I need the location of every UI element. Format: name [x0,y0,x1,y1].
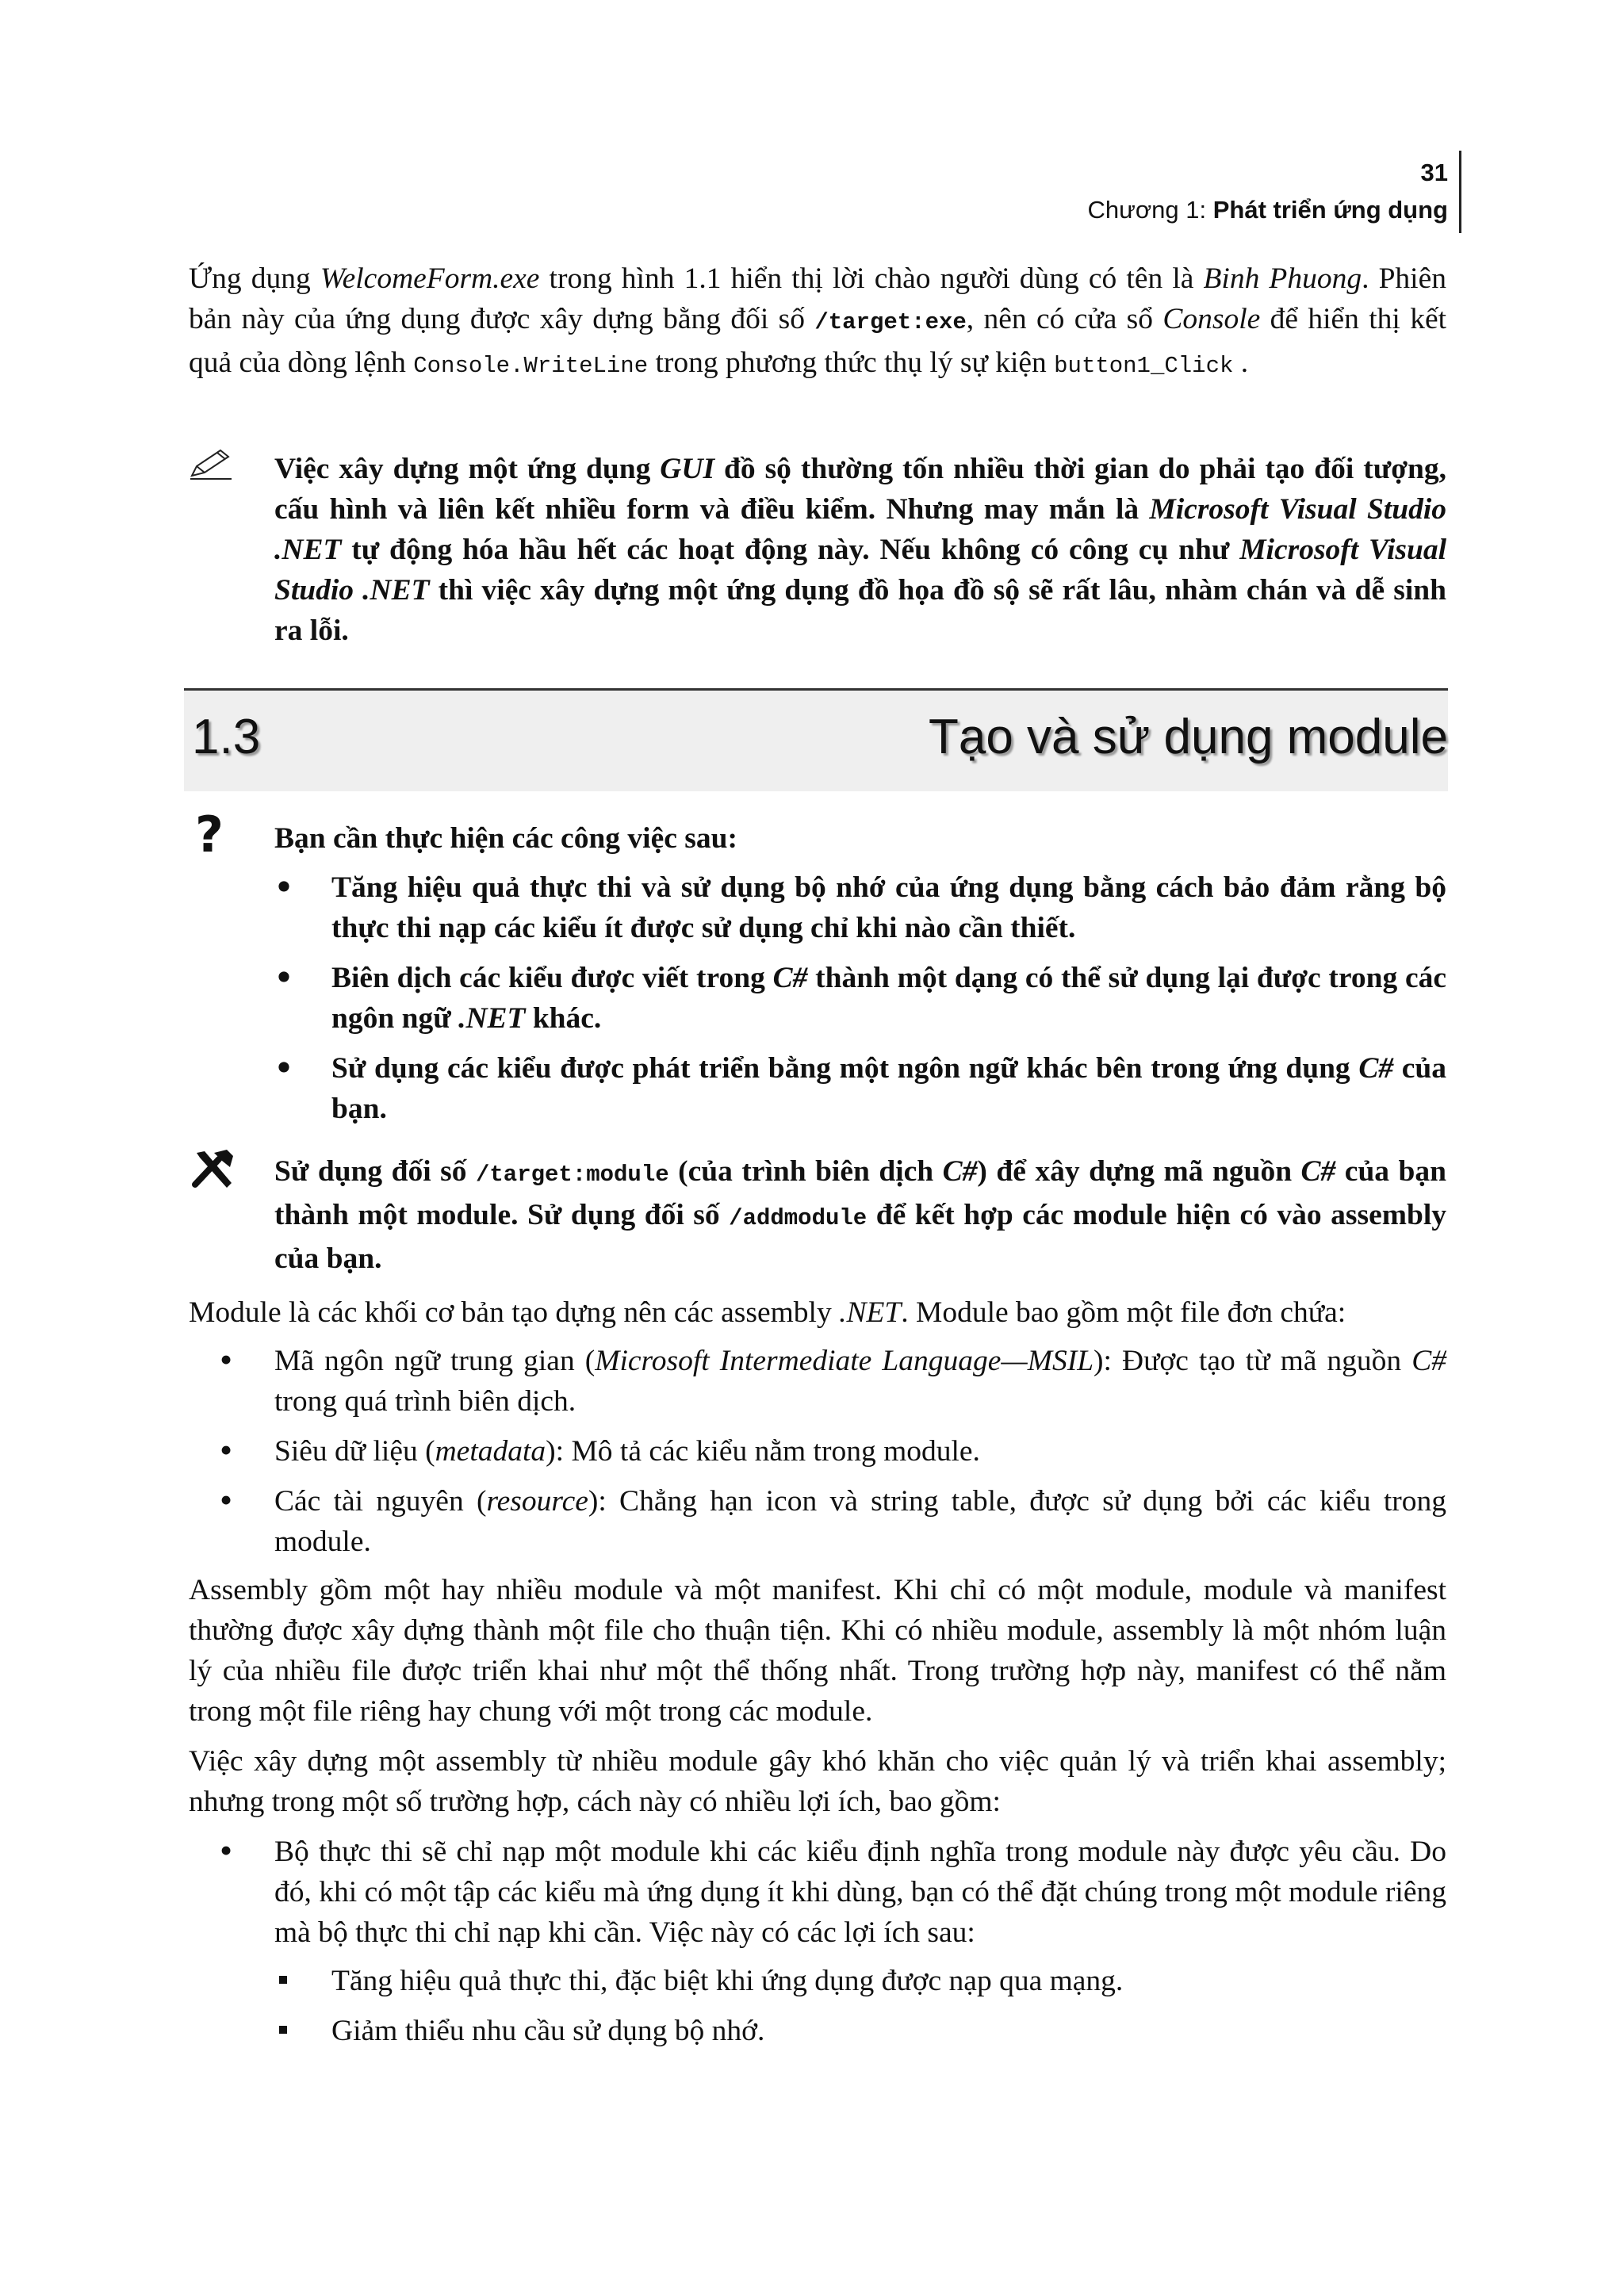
sub-list-item: Tăng hiệu quả thực thi, đặc biệt khi ứng dụng được nạp qua mạng. [189,1961,1446,2001]
solution-paragraph: Sử dụng đối số /target:module (của trình biên dịch C#) để xây dựng mã nguồn C# của bạn thành một module. Sử dụng đối số /addmodule để kết hợp các module hiện có vào assembly của bạn. [274,1155,1446,1275]
chapter-label: Chương 1: Phát triển ứng dụng [1087,196,1448,224]
body-text [189,1292,1446,2051]
header-rule [1459,151,1461,233]
problem-list [274,867,1446,1129]
pencil-note-icon [189,447,233,485]
section-title: Tạo và sử dụng module [929,710,1448,764]
list-item: • Các tài nguyên (resource): Chẳng hạn icon và string table, được sử dụng bởi các kiểu trong module. [217,1483,1446,1558]
chapter-title: Phát triển ứng dụng [1212,196,1448,224]
question-icon: ? [195,806,224,863]
tools-icon [190,1148,236,1192]
square-bullet [279,1976,287,1984]
list-item: • Siêu dữ liệu (metadata): Mô tả các kiểu nằm trong module. [217,1434,980,1468]
page-number: 31 [1420,159,1448,186]
body-paragraph: Module là các khối cơ bản tạo dựng nên các assembly .NET. Module bao gồm một file đơn chứa: [189,1296,1346,1329]
body-paragraph: Việc xây dựng một assembly từ nhiều module gây khó khăn cho việc quản lý và triển khai assembly; nhưng trong một số trường hợp, cách này có nhiều lợi ích, bao gồm: [189,1745,1446,1818]
problem-lead: Bạn cần thực hiện các công việc sau: [274,822,737,855]
list-item: • Tăng hiệu quả thực thi và sử dụng bộ nhớ của ứng dụng bằng cách bảo đảm rằng bộ thực thi nạp các kiểu ít được sử dụng chỉ khi nào cần thiết. [274,870,1446,944]
list-item: • Biên dịch các kiểu được viết trong C# thành một dạng có thể sử dụng lại được trong các ngôn ngữ .NET khác. [274,960,1446,1035]
note-paragraph: Việc xây dựng một ứng dụng GUI đồ sộ thường tốn nhiều thời gian do phải tạo đối tượng, cấu hình và liên kết nhiều form và điều kiểm. Nhưng may mắn là Microsoft Visual Studio .NET tự động hóa hầu hết các hoạt động này. Nếu không có công cụ như Microsoft Visual Studio .NET thì việc xây dựng một ứng dụng đồ họa đồ sộ sẽ rất lâu, nhàm chán và dễ sinh ra lỗi. [274,453,1447,647]
list-item: • Sử dụng các kiểu được phát triển bằng một ngôn ngữ khác bên trong ứng dụng C# của bạn. [274,1051,1447,1125]
section-rule [184,688,1448,691]
intro-paragraph: Ứng dụng WelcomeForm.exe trong hình 1.1 hiển thị lời chào người dùng có tên là Binh Phuong. Phiên bản này của ứng dụng được xây dựng bằng đối số /target:exe, nên có cửa sổ Console để hiển thị kết quả của dòng lệnh Console.WriteLine trong phương thức thụ lý sự kiện button1_Click . [189,262,1447,379]
list-item: • Bộ thực thi sẽ chỉ nạp một module khi các kiểu định nghĩa trong module này được yêu cầu. Do đó, khi có một tập các kiểu mà ứng dụng ít khi dùng, bạn có thể đặt chúng trong một module riêng mà bộ thực thi chỉ nạp khi cần. Việc này có các lợi ích sau: [217,1834,1446,1949]
list-item: • Mã ngôn ngữ trung gian (Microsoft Intermediate Language—MSIL): Được tạo từ mã nguồn C# trong quá trình biên dịch. [217,1343,1446,1418]
square-bullet [279,2026,287,2034]
section-number: 1.3 [192,710,261,764]
body-paragraph: Assembly gồm một hay nhiều module và một manifest. Khi chỉ có một module, module và manifest thường được xây dựng thành một file cho thuận tiện. Khi có nhiều module, assembly là một nhóm luận lý của nhiều file được triển khai như một thể thống nhất. Trong trường hợp này, manifest có thể nằm trong một file riêng hay chung với một trong các module. [189,1574,1446,1728]
running-header [1087,154,1448,228]
sub-list-item: Giảm thiểu nhu cầu sử dụng bộ nhớ. [189,2011,1446,2051]
